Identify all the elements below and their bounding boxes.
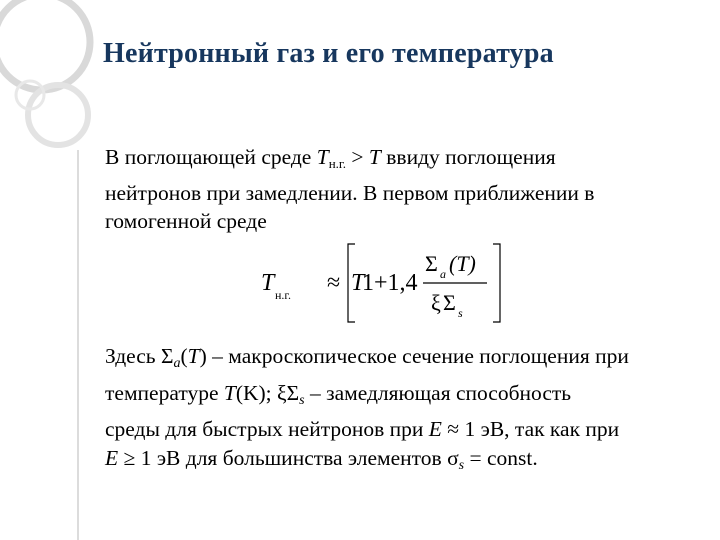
formula-T: T — [261, 270, 275, 296]
subscript-a: a — [173, 356, 181, 371]
expl-text-3a: среды для быстрых нейтронов при — [105, 417, 429, 441]
expl-T-2: T — [223, 380, 236, 405]
explanation-line-2 — [105, 379, 705, 416]
formula-one-plus: 1+1,4 — [362, 270, 418, 296]
explanation-line-3 — [105, 415, 705, 444]
xi-sigma-symbol: ξΣ — [277, 380, 300, 405]
explanation-line-1 — [105, 342, 705, 379]
temperature-formula — [255, 238, 515, 328]
intro-paragraph — [105, 143, 705, 236]
sigma-small-symbol: σ — [447, 445, 459, 470]
greater-than-sign: > — [346, 145, 369, 169]
temperature-symbol: T — [316, 145, 329, 169]
formula-arg: (T) — [449, 251, 476, 276]
intro-text-1a: В поглощающей среде — [105, 145, 317, 169]
expl-text-2a: температуре — [105, 380, 224, 405]
sigma-symbol: Σ — [160, 344, 174, 368]
expl-text-4b: = const. — [464, 445, 538, 470]
expl-text-4a: ≥ 1 эВ для большинства элементов — [118, 445, 448, 470]
expl-text-1c: ) – макроскопическое сечение поглощения при — [199, 344, 629, 368]
energy-symbol-2: E — [105, 445, 119, 470]
intro-text-1b: ввиду поглощения — [380, 145, 556, 169]
explanation-line-4 — [105, 444, 705, 481]
formula-approx: ≈ — [327, 270, 341, 296]
subscript-s: s — [299, 392, 305, 408]
formula-graphic — [255, 238, 515, 328]
formula-xi: ξ — [431, 290, 441, 315]
energy-symbol: E — [428, 417, 442, 441]
decor-ring-large — [0, 0, 90, 90]
explanation-paragraph — [105, 342, 705, 480]
expl-T: T — [187, 344, 200, 368]
expl-text-2b: (K); — [235, 380, 278, 405]
intro-line-3: гомогенной среде — [105, 209, 267, 233]
intro-line-1 — [105, 143, 705, 179]
right-bracket — [493, 244, 500, 322]
expl-paren-open: ( — [180, 344, 188, 368]
formula-subscript-s: s — [458, 306, 463, 320]
slide-title: Нейтронный газ и его температура — [103, 38, 554, 69]
formula-sigma-s: Σ — [443, 290, 456, 315]
subscript-s-2: s — [458, 457, 465, 473]
subscript-ng: н.г. — [328, 156, 347, 171]
formula-sigma-a: Σ — [425, 251, 438, 276]
formula-subscript-a: a — [440, 267, 446, 281]
expl-text-3b: ≈ 1 эВ, так как при — [441, 417, 620, 441]
intro-line-2: нейтронов при замедлении. В первом приближении в — [105, 180, 595, 205]
formula-T2: T — [351, 270, 365, 296]
expl-text-2c: – замедляющая способность — [304, 380, 572, 405]
expl-text-1a: Здесь — [105, 344, 161, 368]
decor-ring-small — [28, 85, 88, 145]
formula-subscript-ng: н.г. — [275, 288, 291, 302]
temperature-symbol-2: T — [368, 145, 381, 169]
